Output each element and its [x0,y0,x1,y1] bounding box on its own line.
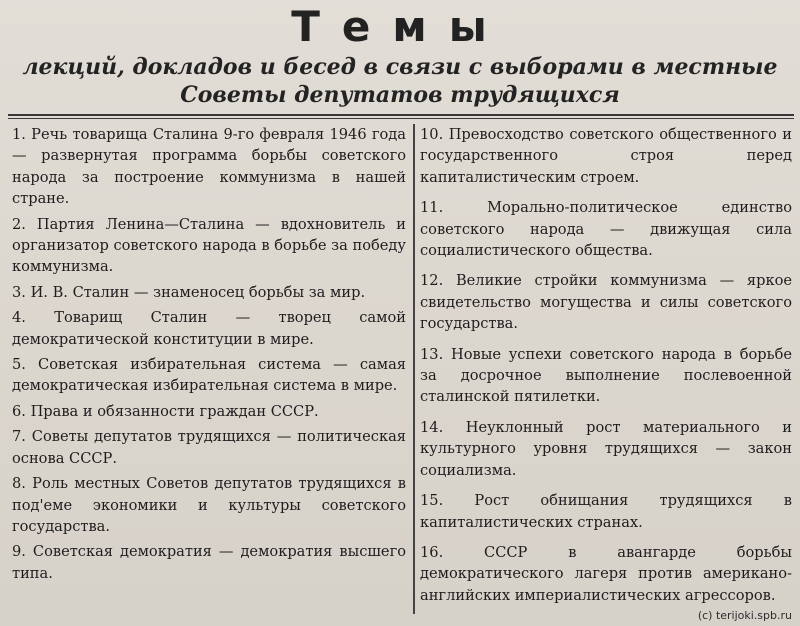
topic-item-10: 10. Превосходство советского общественного и государственного строя перед капиталистическим строем. [420,126,792,186]
topic-item-7: 7. Советы депутатов трудящихся — политическая основа СССР. [12,428,406,467]
column-divider [413,124,415,614]
subtitle-line-2: Советы депутатов трудящихся [180,82,620,108]
topic-item-12: 12. Великие стройки коммунизма — яркое свидетельство могущества и силы советского государства. [420,272,792,333]
topic-item-9: 9. Советская демократия — демократия высшего типа. [12,543,406,582]
topic-item-16: 16. СССР в авангарде борьбы демократического лагеря против американо-английских империалистических агрессоров. [420,543,792,604]
topic-item-1: 1. Речь товарища Сталина 9-го февраля 1946 года — развернутая программа борьбы советского народа за построение коммунизма в нашей стране. [12,126,406,208]
topic-item-8: 8. Роль местных Советов депутатов трудящихся в под'еме экономики и культуры советского государства. [12,475,406,535]
watermark: (c) terijoki.spb.ru [697,609,792,622]
subtitle-line-1: лекций, докладов и бесед в связи с выборами в местные [22,54,778,80]
topic-item-2: 2. Партия Ленина—Сталина — вдохновитель и организатор советского народа в борьбе за победу коммунизма. [12,215,406,276]
topic-item-3: 3. И. В. Сталин — знаменосец борьбы за мир. [12,283,366,301]
header-divider-thin [8,118,794,119]
topic-item-11: 11. Морально-политическое единство советского народа — движущая сила социалистического общества. [420,199,792,260]
page-title: Темы [291,2,509,51]
header-divider [8,114,794,116]
right-column [420,124,792,615]
topic-item-4: 4. Товарищ Сталин — творец самой демократической конституции в мире. [12,309,406,348]
left-column [12,124,406,588]
topic-item-14: 14. Неуклонный рост материального и культурного уровня трудящихся — закон социализма. [420,418,792,479]
topic-item-5: 5. Советская избирательная система — самая демократическая избирательная система в мире. [12,356,406,395]
topic-item-15: 15. Рост обнищания трудящихся в капиталистических странах. [420,492,792,531]
topic-item-6: 6. Права и обязанности граждан СССР. [12,402,319,420]
topic-item-13: 13. Новые успехи советского народа в борьбе за досрочное выполнение послевоенной сталинской пятилетки. [420,345,792,406]
